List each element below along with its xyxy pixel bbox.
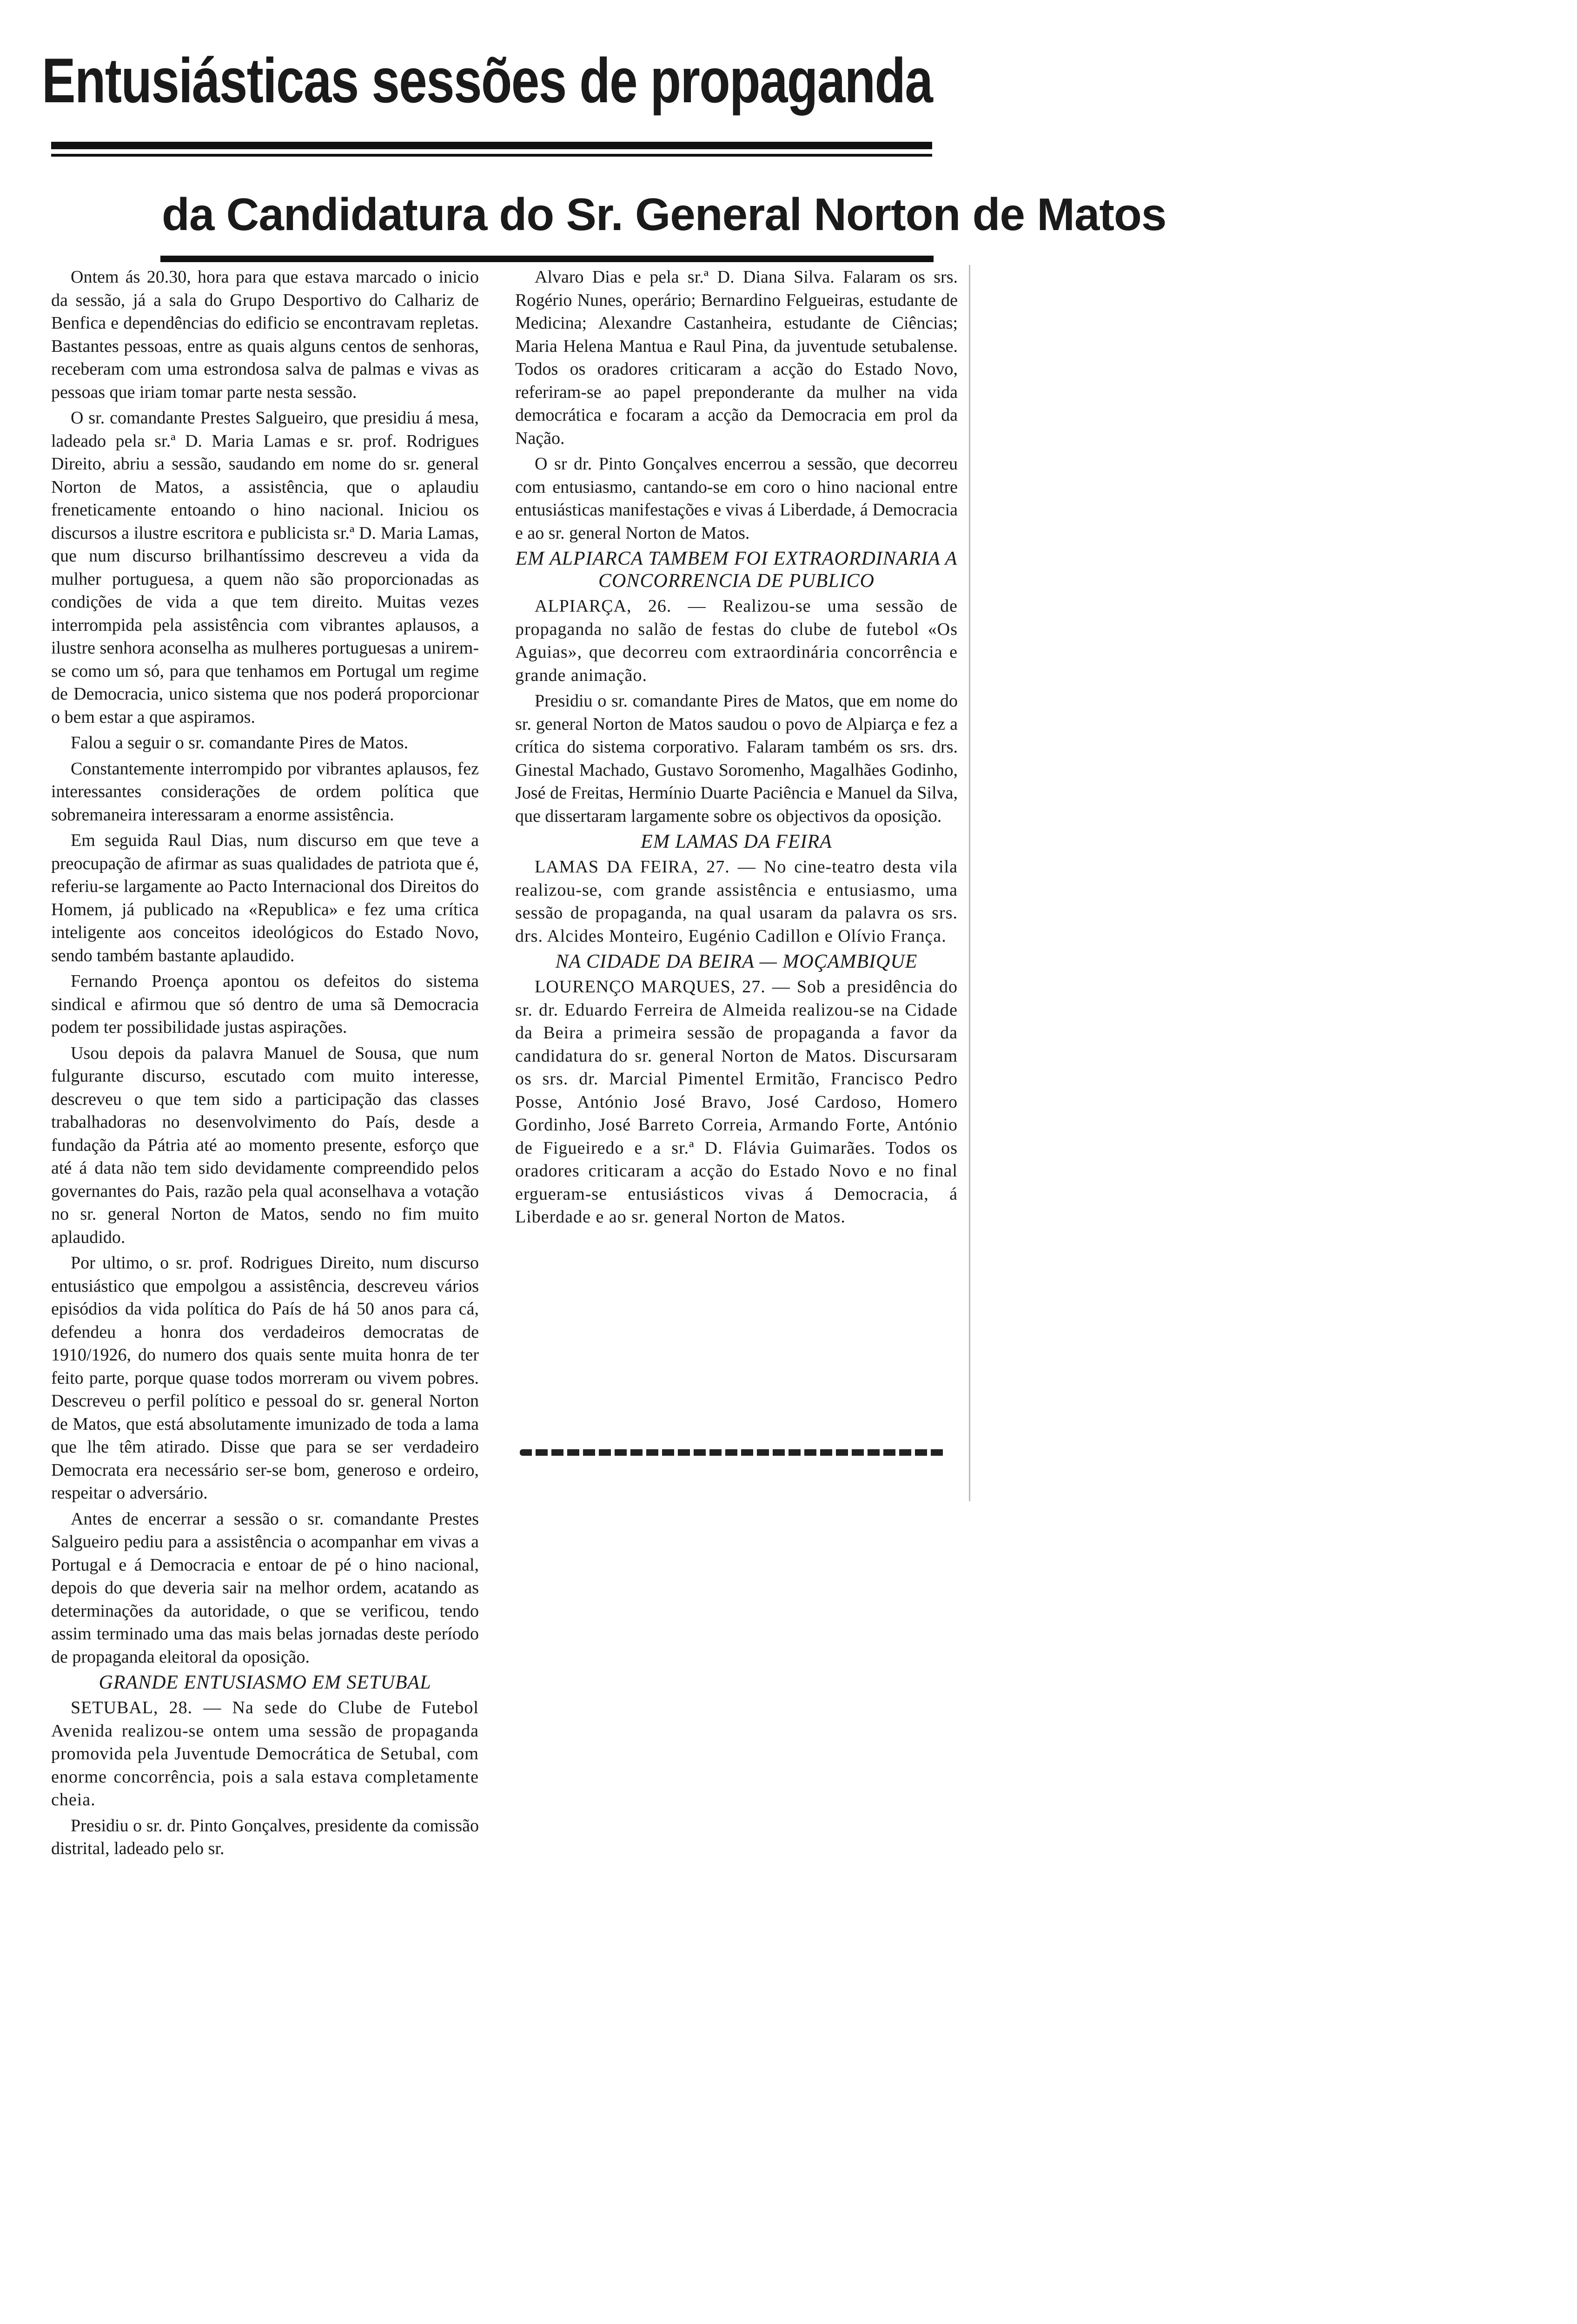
paragraph: Em seguida Raul Dias, num discurso em que teve a preocupação de afirmar as suas qualidades de patriota que é, referiu-se largamente ao Pacto Internacional dos Direitos do Homem, já publicado na «Republica» e fez uma crítica inteligente aos conceitos ideológicos do Estado Novo, sendo também bastante aplaudido.	[51, 831, 479, 965]
section-heading: EM LAMAS DA FEIRA	[641, 831, 832, 852]
paragraph: O sr. comandante Prestes Salgueiro, que presidiu á mesa, ladeado pela sr.ª D. Maria Lamas e sr. prof. Rodrigues Direito, abriu a sessão, saudando em nome do sr. general Norton de Matos, a assistência, que o aplaudiu freneticamente entoando o hino nacional. Iniciou os discursos a ilustre escritora e publicista sr.ª D. Maria Lamas, que num discurso brilhantíssimo descreveu a vida da mulher portuguesa, a quem não são proporcionadas as condições de vida a que tem direito. Muitas vezes interrompida pela assistência com vibrantes aplausos, a ilustre senhora aconselha as mulheres portuguesas a unirem-se como um só, para que tenhamos em Portugal um regime de Democracia, unico sistema que nos poderá proporcionar o bem estar a que aspiramos.	[51, 408, 479, 727]
paragraph: LAMAS DA FEIRA, 27. — No cine-teatro desta vila realizou-se, com grande assistência e entusiasmo, uma sessão de propaganda, na qual usaram da palavra os srs. drs. Alcides Monteiro, Eugénio Cadillon e Olívio França.	[515, 857, 958, 946]
paragraph: Constantemente interrompido por vibrantes aplausos, fez interessantes considerações de ordem política que sobremaneira interessaram a enorme assistência.	[51, 759, 479, 825]
paragraph: Ontem ás 20.30, hora para que estava marcado o inicio da sessão, já a sala do Grupo Desportivo do Calhariz de Benfica e dependências do edificio se encontravam repletas. Bastantes pessoas, entre as quais alguns centos de senhoras, receberam com uma estrondosa salva de palmas e vivas as pessoas que iriam tomar parte nesta sessão.	[51, 267, 479, 402]
paragraph: Usou depois da palavra Manuel de Sousa, que num fulgurante discurso, escutado com muito interesse, descreveu o que tem sido a participação das classes trabalhadoras no desenvolvimento do País, desde a fundação da Pátria até ao momento presente, esforço que até á data não tem sido devidamente compreendido pelos governantes do Pais, razão pela qual aconselhava a votação no sr. general Norton de Matos, sendo no fim muito aplaudido.	[51, 1043, 479, 1247]
headline-subtitle: da Candidatura do Sr. General Norton de Matos	[162, 189, 1166, 240]
column-edge-mark	[969, 265, 970, 1501]
title-rule-thin	[51, 154, 932, 157]
subtitle-rule	[160, 256, 934, 262]
article-column-right	[515, 266, 958, 1232]
headline-title: Entusiásticas sessões de propaganda	[42, 45, 933, 116]
paragraph: Presidiu o sr. comandante Pires de Matos, que em nome do sr. general Norton de Matos saudou o povo de Alpiarça e fez a crítica do sistema corporativo. Falaram também os srs. drs. Ginestal Machado, Gustavo Soromenho, Magalhães Godinho, José de Freitas, Hermínio Duarte Paciência e Manuel da Silva, que dissertaram largamente sobre os objectivos da oposição.	[515, 691, 958, 826]
article-end-divider	[520, 1449, 945, 1456]
paragraph: Por ultimo, o sr. prof. Rodrigues Direito, num discurso entusiástico que empolgou a assistência, descreveu vários episódios da vida política do País de há 50 anos para cá, defendeu a honra dos verdadeiros democratas de 1910/1926, do numero dos quais sente muita honra de ter feito parte, porque quase todos morreram ou vivem pobres. Descreveu o perfil político e pessoal do sr. general Norton de Matos, que está absolutamente imunizado de toda a lama que lhe têm atirado. Disse que para se ser verdadeiro Democrata era necessário ser-se bom, generoso e ordeiro, respeitar o adversário.	[51, 1253, 479, 1503]
paragraph: SETUBAL, 28. — Na sede do Clube de Futebol Avenida realizou-se ontem uma sessão de propaganda promovida pela Juventude Democrática de Setubal, com enorme concorrência, pois a sala estava completamente cheia.	[51, 1698, 479, 1809]
paragraph: Presidiu o sr. dr. Pinto Gonçalves, presidente da comissão distrital, ladeado pelo sr.	[51, 1816, 479, 1858]
section-heading: GRANDE ENTUSIASMO EM SETUBAL	[99, 1672, 431, 1693]
title-rule-thick	[51, 142, 932, 149]
paragraph: LOURENÇO MARQUES, 27. — Sob a presidência do sr. dr. Eduardo Ferreira de Almeida realizou-se na Cidade da Beira a primeira sessão de propaganda a favor da candidatura do sr. general Norton de Matos. Discursaram os srs. dr. Marcial Pimentel Ermitão, Francisco Pedro Posse, António José Bravo, José Cardoso, Homero Gordinho, José Barreto Correia, Armando Forte, António de Figueiredo e a sr.ª D. Flávia Guimarães. Todos os oradores criticaram a acção do Estado Novo e no final ergueram-se entusiásticos vivas á Democracia, á Liberdade e ao sr. general Norton de Matos.	[515, 977, 958, 1227]
paragraph: Alvaro Dias e pela sr.ª D. Diana Silva. Falaram os srs. Rogério Nunes, operário; Bernardino Felgueiras, estudante de Medicina; Alexandre Castanheira, estudante de Ciências; Maria Helena Mantua e Raul Pina, da juventude setubalense. Todos os oradores criticaram a acção do Estado Novo, referiram-se ao papel preponderante da mulher na vida democrática e focaram a acção da Democracia em prol da Nação.	[515, 267, 958, 448]
paragraph: Fernando Proença apontou os defeitos do sistema sindical e afirmou que só dentro de uma sã Democracia podem ter possibilidade justas aspirações.	[51, 971, 479, 1037]
section-heading: EM ALPIARCA TAMBEM FOI EXTRAORDINARIA A CONCORRENCIA DE PUBLICO	[515, 548, 958, 592]
paragraph: ALPIARÇA, 26. — Realizou-se uma sessão de propaganda no salão de festas do clube de futebol «Os Aguias», que decorreu com extraordinária concorrência e grande animação.	[515, 596, 958, 685]
paragraph: Falou a seguir o sr. comandante Pires de Matos.	[71, 733, 409, 753]
article-column-left	[51, 266, 479, 1863]
paragraph: O sr dr. Pinto Gonçalves encerrou a sessão, que decorreu com entusiasmo, cantando-se em coro o hino nacional entre entusiásticas manifestações e vivas á Liberdade, á Democracia e ao sr. general Norton de Matos.	[515, 454, 958, 543]
section-heading: NA CIDADE DA BEIRA — MOÇAMBIQUE	[555, 951, 918, 972]
paragraph: Antes de encerrar a sessão o sr. comandante Prestes Salgueiro pediu para a assistência o acompanhar em vivas a Portugal e á Democracia e entoar de pé o hino nacional, depois do que deveria sair na melhor ordem, acatando as determinações da autoridade, o que se verificou, tendo assim terminado uma das mais belas jornadas deste período de propaganda eleitoral da oposição.	[51, 1509, 479, 1667]
